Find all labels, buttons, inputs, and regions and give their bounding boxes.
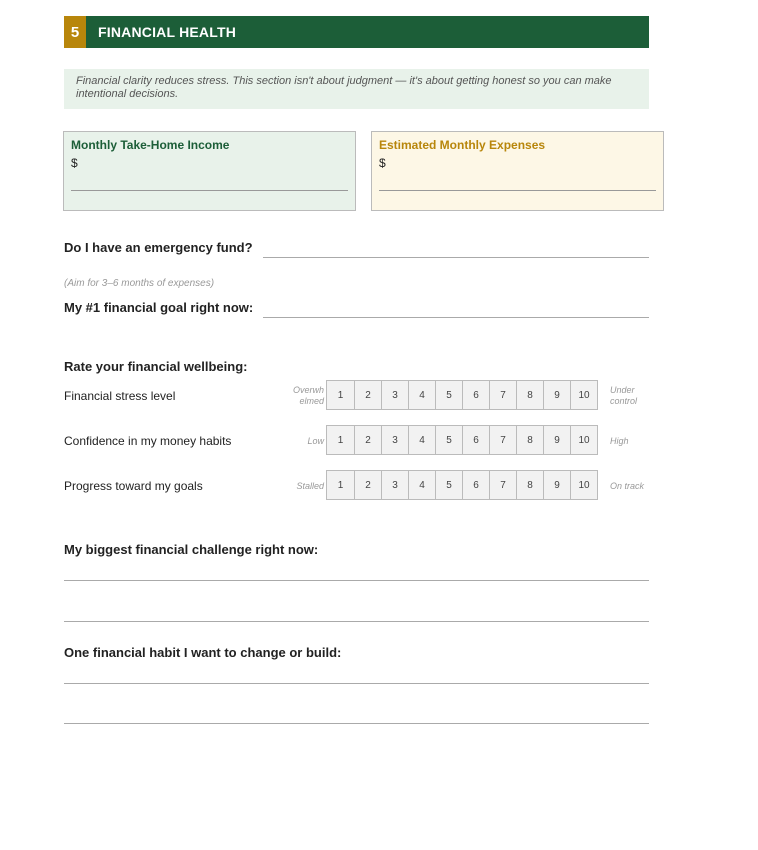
- rating-option[interactable]: 8: [516, 470, 544, 500]
- rating-high-label: Under control: [610, 385, 638, 406]
- section-title: FINANCIAL HEALTH: [98, 24, 237, 40]
- rating-option[interactable]: 7: [489, 425, 517, 455]
- rating-low-label: Low: [307, 435, 324, 446]
- rating-scale: [326, 425, 598, 455]
- rating-option[interactable]: 3: [381, 470, 409, 500]
- rating-option[interactable]: 9: [543, 470, 571, 500]
- rating-row-progress: [64, 470, 664, 502]
- rating-option[interactable]: 6: [462, 380, 490, 410]
- expenses-currency: $: [379, 156, 386, 170]
- challenge-answer-line-1[interactable]: [64, 580, 649, 581]
- rating-heading: Rate your financial wellbeing:: [64, 359, 248, 374]
- rating-scale: [326, 380, 598, 410]
- rating-option[interactable]: 10: [570, 380, 598, 410]
- rating-option[interactable]: 3: [381, 380, 409, 410]
- habit-answer-line-1[interactable]: [64, 683, 649, 684]
- top-goal-question: My #1 financial goal right now:: [64, 300, 254, 315]
- rating-label: Progress toward my goals: [64, 479, 203, 493]
- rating-option[interactable]: 10: [570, 470, 598, 500]
- rating-option[interactable]: 2: [354, 425, 382, 455]
- rating-option[interactable]: 5: [435, 425, 463, 455]
- rating-option[interactable]: 5: [435, 470, 463, 500]
- income-label: Monthly Take-Home Income: [71, 138, 230, 152]
- rating-option[interactable]: 7: [489, 470, 517, 500]
- rating-label: Confidence in my money habits: [64, 434, 232, 448]
- rating-scale: [326, 470, 598, 500]
- rating-option[interactable]: 6: [462, 470, 490, 500]
- habit-question: One financial habit I want to change or build:: [64, 645, 342, 660]
- challenge-answer-line-2[interactable]: [64, 621, 649, 622]
- rating-option[interactable]: 2: [354, 380, 382, 410]
- rating-low-label: Overwh elmed: [292, 385, 324, 406]
- rating-option[interactable]: 4: [408, 470, 436, 500]
- rating-option[interactable]: 9: [543, 425, 571, 455]
- rating-option[interactable]: 3: [381, 425, 409, 455]
- rating-option[interactable]: 6: [462, 425, 490, 455]
- income-box: [63, 131, 356, 211]
- income-currency: $: [71, 156, 78, 170]
- expenses-input-line[interactable]: [379, 190, 656, 191]
- rating-option[interactable]: 8: [516, 425, 544, 455]
- top-goal-answer-line[interactable]: [263, 317, 649, 318]
- rating-option[interactable]: 7: [489, 380, 517, 410]
- income-input-line[interactable]: [71, 190, 348, 191]
- rating-option[interactable]: 9: [543, 380, 571, 410]
- expenses-box: [371, 131, 664, 211]
- rating-option[interactable]: 4: [408, 425, 436, 455]
- rating-high-label: On track: [610, 480, 645, 491]
- expenses-label: Estimated Monthly Expenses: [379, 138, 546, 152]
- rating-high-label: High: [610, 435, 629, 446]
- rating-option[interactable]: 8: [516, 380, 544, 410]
- emergency-fund-note: (Aim for 3–6 months of expenses): [64, 278, 215, 289]
- rating-row-stress: [64, 380, 664, 412]
- rating-option[interactable]: 4: [408, 380, 436, 410]
- rating-row-confidence: [64, 425, 664, 457]
- rating-low-label: Stalled: [296, 480, 324, 491]
- section-number: 5: [64, 16, 86, 48]
- rating-option[interactable]: 2: [354, 470, 382, 500]
- biggest-challenge-question: My biggest financial challenge right now:: [64, 542, 319, 557]
- rating-option[interactable]: 1: [326, 425, 355, 455]
- emergency-fund-question: Do I have an emergency fund?: [64, 240, 253, 255]
- rating-label: Financial stress level: [64, 389, 176, 403]
- habit-answer-line-2[interactable]: [64, 723, 649, 724]
- emergency-fund-answer-line[interactable]: [263, 257, 649, 258]
- intro-note: Financial clarity reduces stress. This section isn't about judgment — it's about getting honest so you can make intentional decisions.: [64, 69, 649, 109]
- section-header: [64, 16, 649, 48]
- rating-option[interactable]: 5: [435, 380, 463, 410]
- rating-option[interactable]: 1: [326, 380, 355, 410]
- rating-option[interactable]: 10: [570, 425, 598, 455]
- rating-option[interactable]: 1: [326, 470, 355, 500]
